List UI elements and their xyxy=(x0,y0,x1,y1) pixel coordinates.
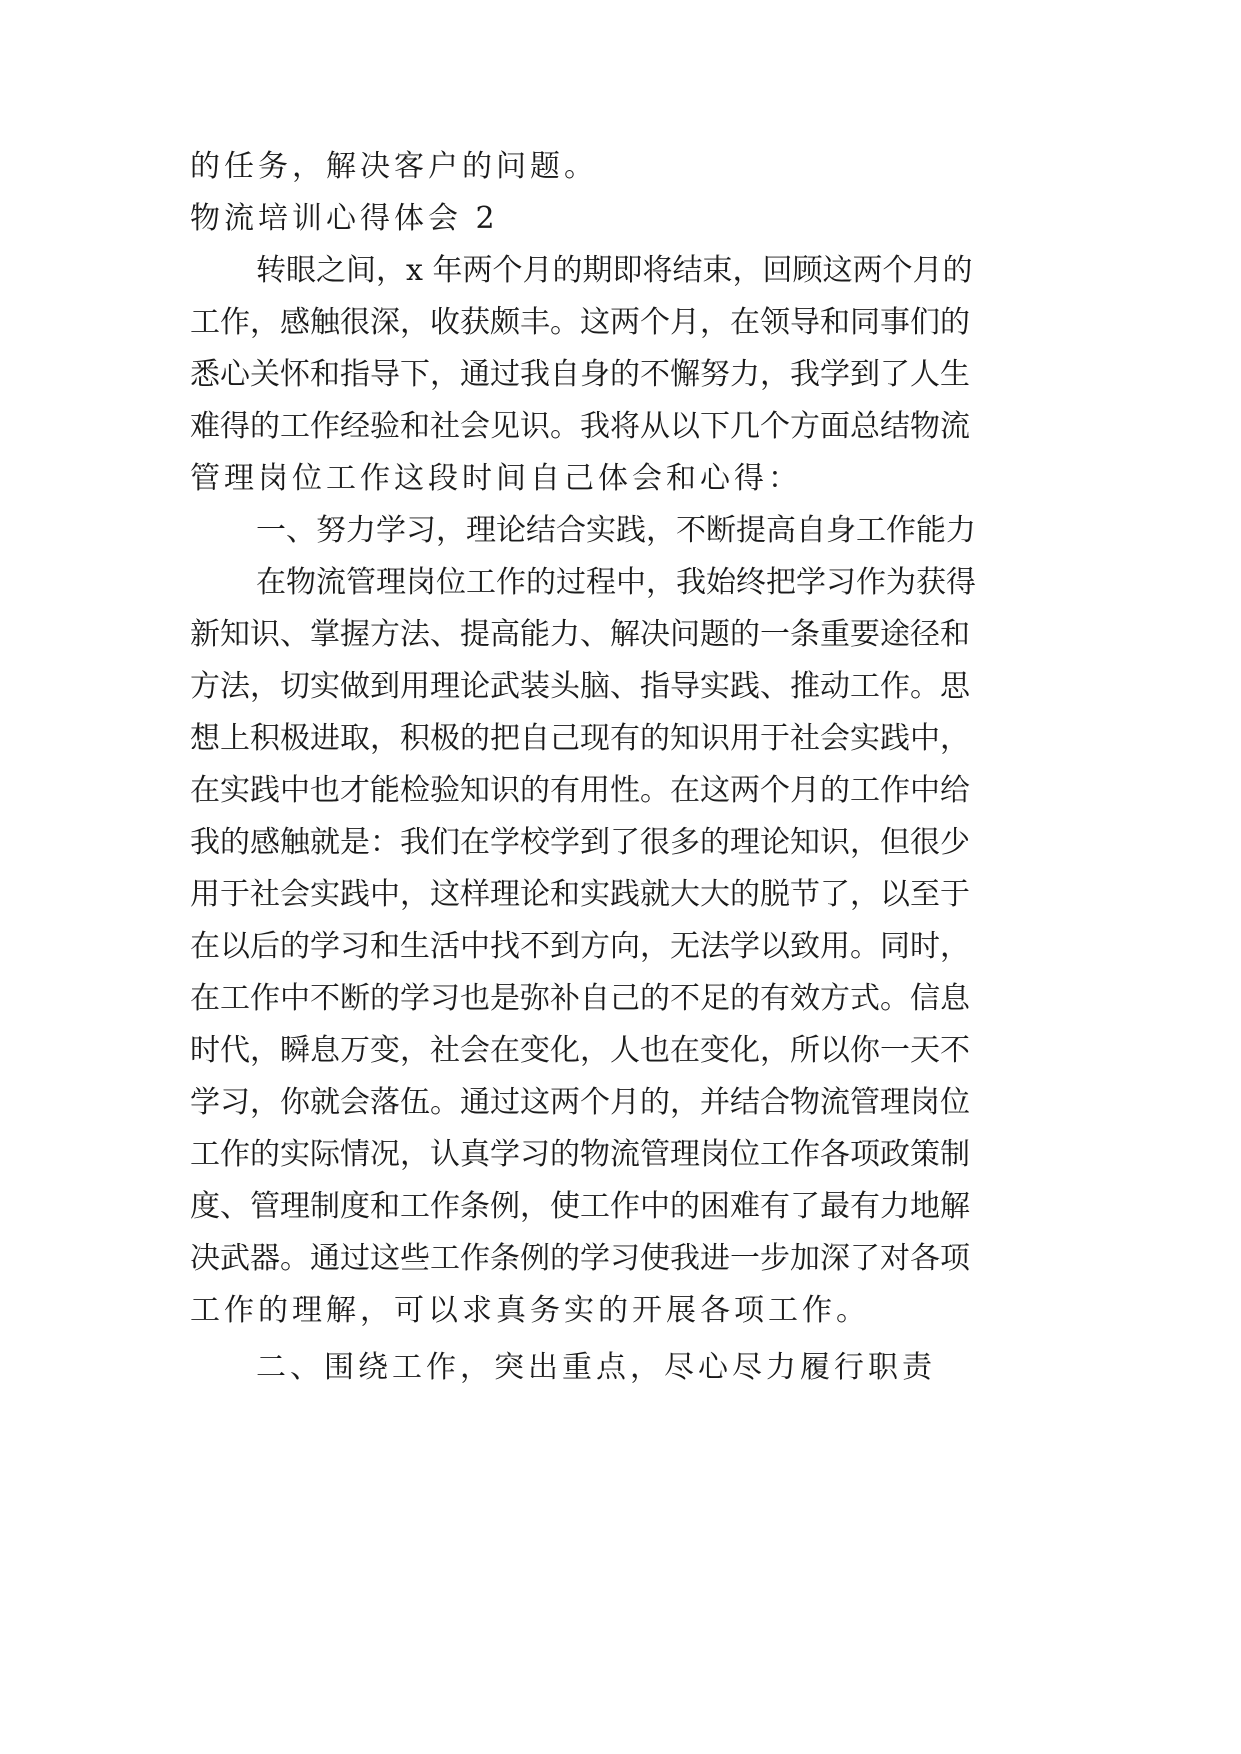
paragraph-line: 用于社会实践中，这样理论和实践就大大的脱节了，以至于 xyxy=(190,877,970,912)
paragraph-line: 方法，切实做到用理论武装头脑、指导实践、推动工作。思 xyxy=(190,669,970,704)
paragraph-line: 管理岗位工作这段时间自己体会和心得： xyxy=(190,461,802,496)
paragraph-line: 工作的实际情况，认真学习的物流管理岗位工作各项政策制 xyxy=(190,1137,970,1172)
paragraph-line: 想上积极进取，积极的把自己现有的知识用于社会实践中， xyxy=(190,721,970,756)
paragraph-line: 度、管理制度和工作条例，使工作中的困难有了最有力地解 xyxy=(190,1189,970,1224)
subheading-line: 一、努力学习，理论结合实践，不断提高自身工作能力 xyxy=(256,513,976,548)
paragraph-line: 工作，感触很深，收获颇丰。这两个月，在领导和同事们的 xyxy=(190,305,970,340)
paragraph-line: 在物流管理岗位工作的过程中，我始终把学习作为获得 xyxy=(256,565,976,600)
paragraph-line: 在实践中也才能检验知识的有用性。在这两个月的工作中给 xyxy=(190,773,970,808)
text-line: 的任务，解决客户的问题。 xyxy=(190,149,598,184)
paragraph-line: 新知识、掌握方法、提高能力、解决问题的一条重要途径和 xyxy=(190,617,970,652)
paragraph-line: 工作的理解，可以求真务实的开展各项工作。 xyxy=(190,1293,870,1328)
paragraph-line: 转眼之间，x 年两个月的期即将结束，回顾这两个月的 xyxy=(256,253,973,288)
paragraph-line: 悉心关怀和指导下，通过我自身的不懈努力，我学到了人生 xyxy=(190,357,970,392)
paragraph-line: 时代，瞬息万变，社会在变化，人也在变化，所以你一天不 xyxy=(190,1033,970,1068)
section-title: 物流培训心得体会 2 xyxy=(190,201,499,236)
paragraph-line: 决武器。通过这些工作条例的学习使我进一步加深了对各项 xyxy=(190,1241,970,1276)
paragraph-line: 在以后的学习和生活中找不到方向，无法学以致用。同时， xyxy=(190,929,970,964)
subheading-line: 二、围绕工作，突出重点，尽心尽力履行职责 xyxy=(256,1350,936,1385)
paragraph-line: 学习，你就会落伍。通过这两个月的，并结合物流管理岗位 xyxy=(190,1085,970,1120)
paragraph-line: 在工作中不断的学习也是弥补自己的不足的有效方式。信息 xyxy=(190,981,970,1016)
paragraph-line: 我的感触就是：我们在学校学到了很多的理论知识，但很少 xyxy=(190,825,970,860)
paragraph-line: 难得的工作经验和社会见识。我将从以下几个方面总结物流 xyxy=(190,409,970,444)
